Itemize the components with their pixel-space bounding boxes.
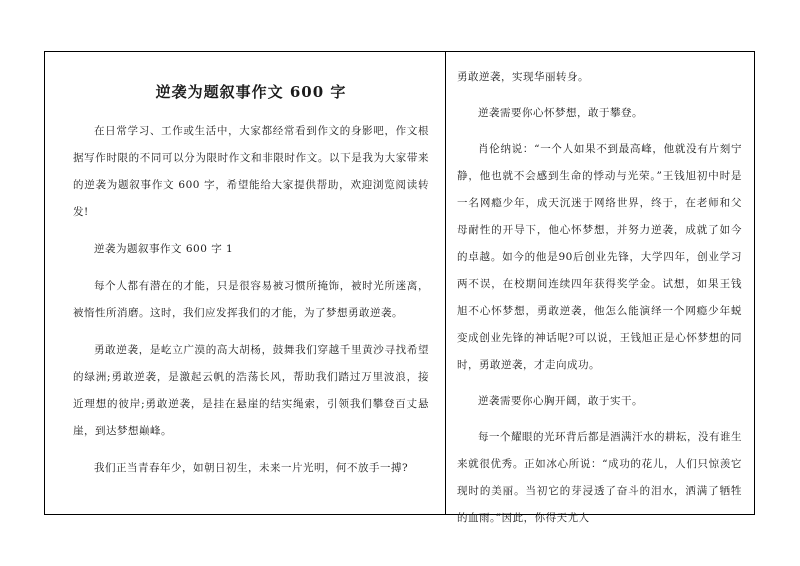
right-column — [445, 52, 756, 541]
body-paragraph: 肖伦纳说：“一个人如果不到最高峰，他就没有片刻宁静，他也就不会感到生命的悸动与光荣。”王钱旭初中时是一名网瘾少年，成天沉迷于网络世界，终于，在老师和父母耐性的开导下，他心怀梦想，并努力逆袭，成就了如今的卓越。如今的他是90后创业先锋，大学四年，创业学习两不误，在校期间连续四年获得奖学金。试想，如果王钱旭不心怀梦想，勇敢逆袭，他怎么能演绎一个网瘾少年蜕变成创业先锋的神话呢?可以说，王钱旭正是心怀梦想的同时，勇敢逆袭，才走向成功。 — [457, 143, 742, 371]
subheading: 逆袭需要你心怀梦想，敢于攀登。 — [478, 107, 643, 119]
left-column — [45, 52, 445, 492]
body-paragraph: 我们正当青春年少，如朝日初生，未来一片光明，何不放手一搏? — [94, 462, 409, 474]
subheading: 逆袭需要你心胸开阔，敢于实干。 — [478, 395, 643, 407]
document-page — [44, 51, 755, 524]
section-heading: 逆袭为题叙事作文 600 字 1 — [94, 243, 234, 255]
body-paragraph: 每个人都有潜在的才能，只是很容易被习惯所掩饰，被时光所迷离，被惰性所消磨。这时，我们应发挥我们的才能，为了梦想勇敢逆袭。 — [73, 280, 429, 319]
body-paragraph: 勇敢逆袭，实现华丽转身。 — [457, 71, 589, 83]
body-paragraph: 每一个耀眼的光环背后都是酒满汗水的耕耘，没有谁生来就很优秀。正如冰心所说：“成功的花儿，人们只惊羡它现时的美丽。当初它的芽浸透了奋斗的泪水，洒满了牺牲的血雨。”因此，你得天尤人 — [457, 431, 742, 524]
intro-paragraph: 在日常学习、工作或生活中，大家都经常看到作文的身影吧，作文根据写作时限的不同可以分为限时作文和非限时作文。以下是我为大家带来的逆袭为题叙事作文 600 字，希望能给大家提供帮助，欢迎浏览阅读转发! — [73, 125, 429, 218]
essay-title: 逆袭为题叙事作文 600 字 — [155, 83, 347, 101]
body-paragraph: 勇敢逆袭，是屹立广漠的高大胡杨，鼓舞我们穿越千里黄沙寻找希望的绿洲;勇敢逆袭，是激起云帆的浩荡长风，帮助我们踏过万里波浪，接近理想的彼岸;勇敢逆袭，是挂在悬崖的结实绳索，引领我们攀登百丈悬崖，到达梦想巅峰。 — [73, 344, 429, 437]
